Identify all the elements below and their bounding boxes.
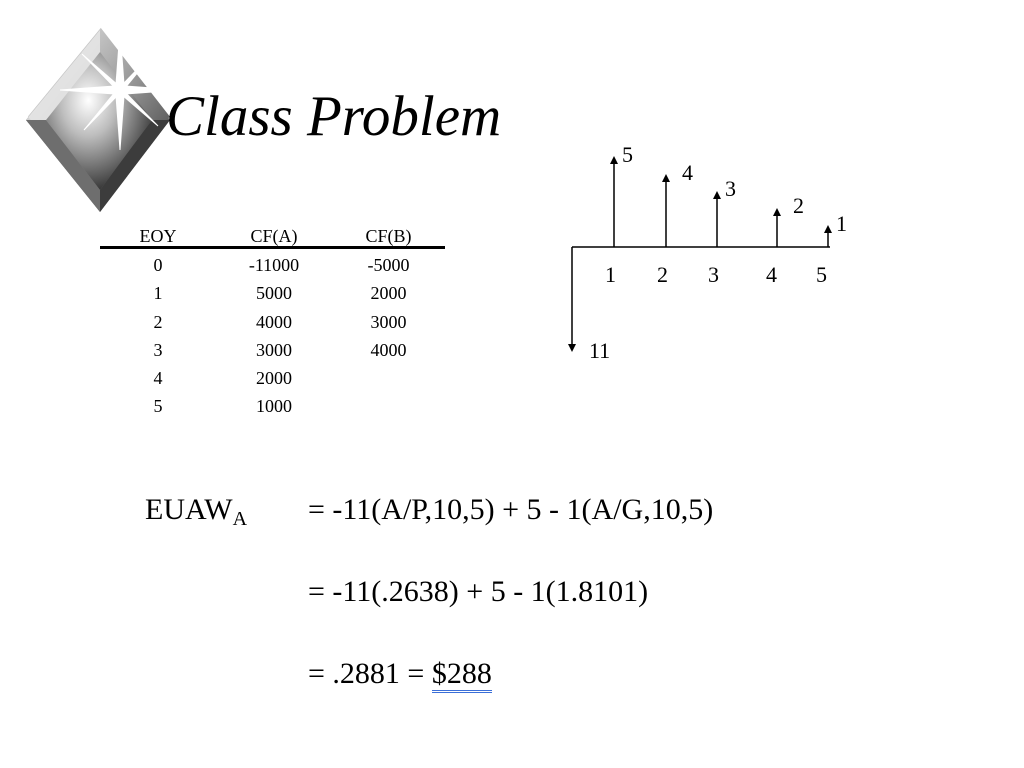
equation-line-3-prefix: = .2881 = [308,657,432,690]
table-header-row [100,226,445,249]
cf-b-cell: 4000 [370,339,407,360]
euaw-label [145,495,247,529]
equation-line-1: = -11(A/P,10,5) + 5 - 1(A/G,10,5) [308,493,714,526]
down-arrow-label: 11 [589,338,611,363]
up-arrow-label: 3 [725,176,736,201]
slide-title: Class Problem [166,85,502,148]
cashflow-table [100,226,445,421]
period-label: 4 [766,262,777,287]
equation-result: $288 [432,657,492,693]
cf-b-cell [332,392,445,420]
up-arrow-label: 1 [836,211,847,236]
table-row [100,336,445,364]
equation-line-3 [308,659,492,689]
eoy-cell: 1 [153,283,163,304]
eoy-cell: 0 [153,255,163,275]
header-cf-a: CF(A) [250,226,298,246]
table-row [100,364,445,392]
period-label: 3 [708,262,719,287]
period-label: 2 [657,262,668,287]
cf-a-cell: -11000 [248,255,300,275]
up-arrow-label: 5 [622,142,633,167]
table-row [100,279,445,307]
eoy-cell: 3 [153,339,163,360]
header-eoy: EOY [139,226,177,246]
eoy-cell: 5 [153,396,163,417]
table-row [100,392,445,420]
cf-a-cell: 4000 [256,311,292,332]
period-label: 5 [816,262,827,287]
cf-a-cell: 2000 [256,368,292,389]
euaw-label-subscript: A [232,508,248,530]
diamond-star-logo [20,22,190,217]
cf-b-cell: -5000 [367,255,410,275]
period-label: 1 [605,262,616,287]
table-row [100,251,445,279]
cash-flow-diagram [560,140,860,370]
cf-a-cell: 3000 [256,339,292,360]
up-arrow-label: 2 [793,193,804,218]
cf-a-cell: 5000 [256,283,292,304]
up-arrow-label: 4 [682,160,693,185]
cf-b-cell [332,364,445,392]
equation-line-2: = -11(.2638) + 5 - 1(1.8101) [308,575,649,608]
eoy-cell: 4 [153,368,163,389]
cf-b-cell: 3000 [370,311,407,332]
euaw-label-text: EUAW [145,493,233,526]
header-cf-b: CF(B) [365,226,412,246]
eoy-cell: 2 [153,311,163,332]
table-row [100,308,445,336]
cf-b-cell: 2000 [370,283,407,304]
cf-a-cell: 1000 [256,396,292,417]
